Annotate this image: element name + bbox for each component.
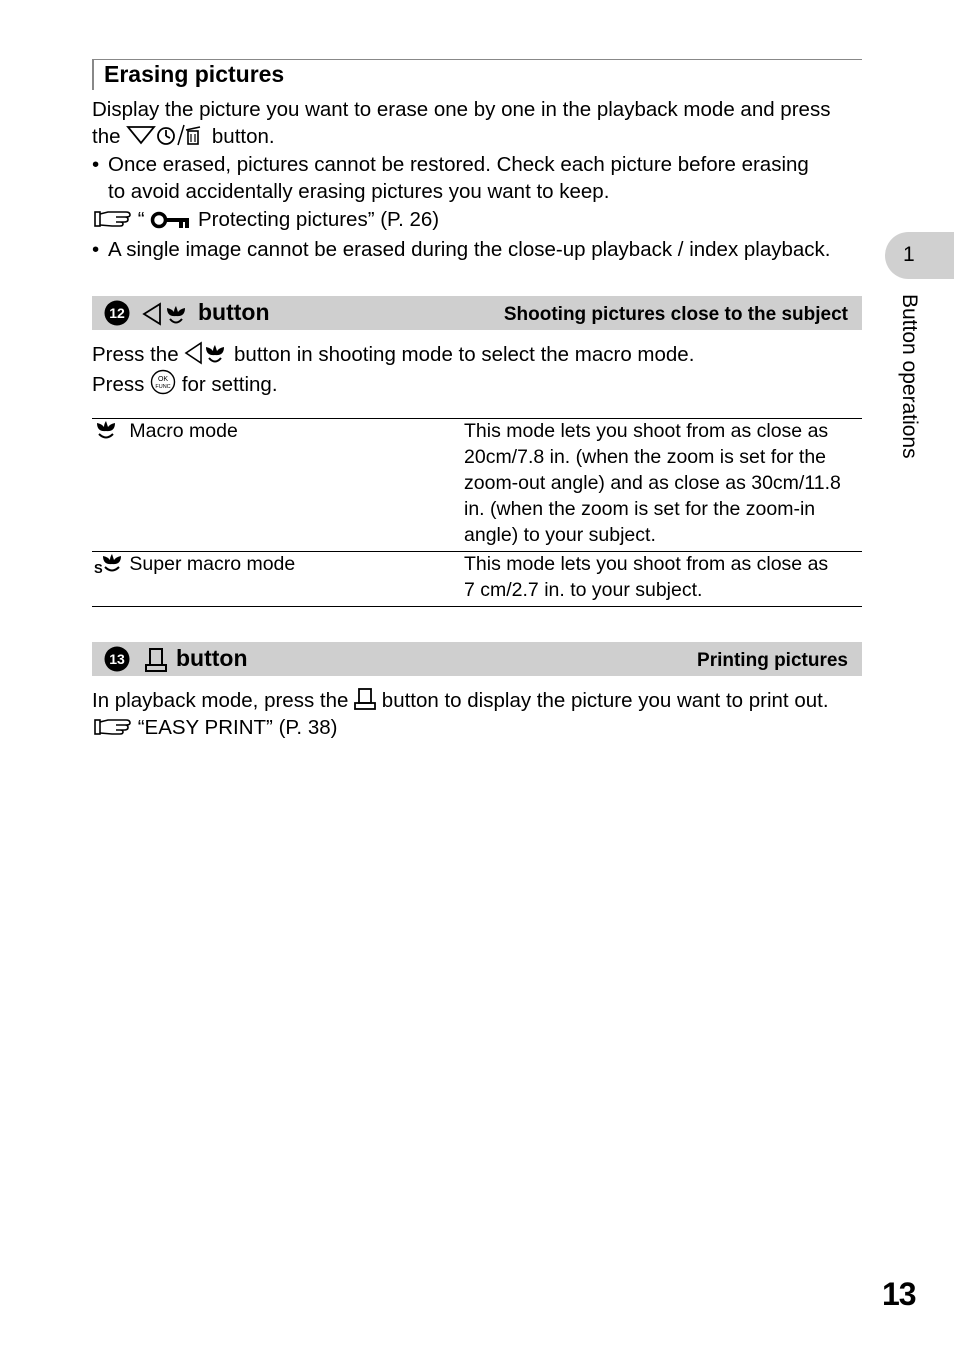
macro-line-2 — [92, 369, 278, 402]
down-selftimer-erase-icon — [126, 123, 206, 154]
number-12-icon — [104, 300, 130, 326]
desc-line: This mode lets you shoot from as close as — [464, 420, 829, 442]
page-number: 13 — [882, 1276, 916, 1312]
macro-button-title: button — [198, 299, 270, 325]
erasing-line-1-text: Display the picture you want to erase one by one in the playback mode and press — [92, 98, 831, 121]
print-button-title: button — [176, 645, 248, 671]
print-icon — [354, 687, 376, 718]
bullet-2-text: A single image cannot be erased during the close-up playback / index playback. — [108, 238, 831, 261]
erasing-line-2-post: button. — [211, 125, 275, 148]
super-macro-mode-label: Super macro mode — [129, 553, 296, 575]
erasing-line-1 — [92, 96, 830, 123]
erasing-bullet-2 — [92, 236, 867, 263]
print-icon — [144, 647, 168, 678]
bullet-1-line-2: to avoid accidentally erasing pictures you want to keep. — [108, 180, 610, 203]
desc-line: 20cm/7.8 in. (when the zoom is set for the — [464, 446, 827, 468]
number-13-text: 13 — [109, 651, 125, 667]
macro-section-bar — [92, 296, 862, 330]
print-section-bar — [92, 642, 862, 676]
super-macro-mode-description — [464, 551, 828, 603]
number-12-text: 12 — [109, 305, 125, 321]
super-macro-icon — [94, 552, 124, 581]
print-subtitle: Printing pictures — [697, 650, 848, 671]
chapter-number: 1 — [903, 243, 915, 266]
macro-line-1-pre: Press the — [92, 343, 179, 366]
protect-key-icon — [150, 210, 192, 237]
erasing-title: Erasing pictures — [104, 61, 285, 87]
number-13-icon — [104, 646, 130, 672]
macro-mode-label: Macro mode — [129, 420, 238, 442]
table-row-super-macro-mode — [94, 551, 295, 581]
table-row-macro-mode — [94, 418, 238, 448]
header-rule — [92, 60, 94, 90]
desc-line: in. (when the zoom is set for the zoom-in — [464, 498, 816, 520]
bullet-dot: • — [92, 238, 100, 261]
print-line-1-post: button to display the picture you want to print out. — [381, 689, 829, 712]
left-macro-icon — [142, 302, 190, 331]
macro-flower-icon — [94, 419, 118, 448]
print-line-1-pre: In playback mode, press the — [92, 689, 349, 712]
bullet-dot: • — [92, 153, 100, 176]
desc-line: 7 cm/2.7 in. to your subject. — [464, 579, 703, 601]
erasing-line-2 — [92, 123, 275, 154]
macro-mode-description — [464, 418, 841, 548]
bullet-1-line-1: Once erased, pictures cannot be restored. Check each picture before erasing — [108, 153, 809, 176]
protect-reference-text[interactable]: Protecting pictures” (P. 26) — [197, 208, 440, 231]
desc-line: This mode lets you shoot from as close as — [464, 553, 829, 575]
svg-text:S: S — [94, 561, 103, 574]
reference-hand-icon — [94, 716, 132, 745]
left-macro-icon — [184, 341, 228, 372]
chapter-tab — [885, 232, 954, 279]
chapter-label: Button operations — [898, 294, 921, 459]
erasing-line-2-pre: the — [92, 125, 121, 148]
macro-line-1 — [92, 341, 694, 372]
easy-print-reference — [94, 714, 337, 745]
table-rule-bottom — [92, 606, 862, 607]
macro-line-2-pre: Press — [92, 373, 145, 396]
ok-label: OK — [158, 376, 169, 383]
erasing-bullet-1 — [92, 151, 862, 205]
reference-hand-icon — [94, 208, 132, 237]
ok-func-button-icon — [150, 369, 176, 402]
erasing-section-header — [92, 59, 862, 90]
desc-line: zoom-out angle) and as close as 30cm/11.8 — [464, 472, 841, 494]
macro-line-1-post: button in shooting mode to select the macro mode. — [234, 343, 695, 366]
protect-quote-open: “ — [137, 208, 145, 231]
macro-line-2-post: for setting. — [181, 373, 278, 396]
easy-print-reference-text[interactable]: “EASY PRINT” (P. 38) — [137, 716, 338, 739]
macro-subtitle: Shooting pictures close to the subject — [503, 304, 848, 325]
func-label: FUNC — [155, 384, 171, 390]
desc-line: angle) to your subject. — [464, 524, 656, 546]
protect-reference — [94, 206, 439, 237]
